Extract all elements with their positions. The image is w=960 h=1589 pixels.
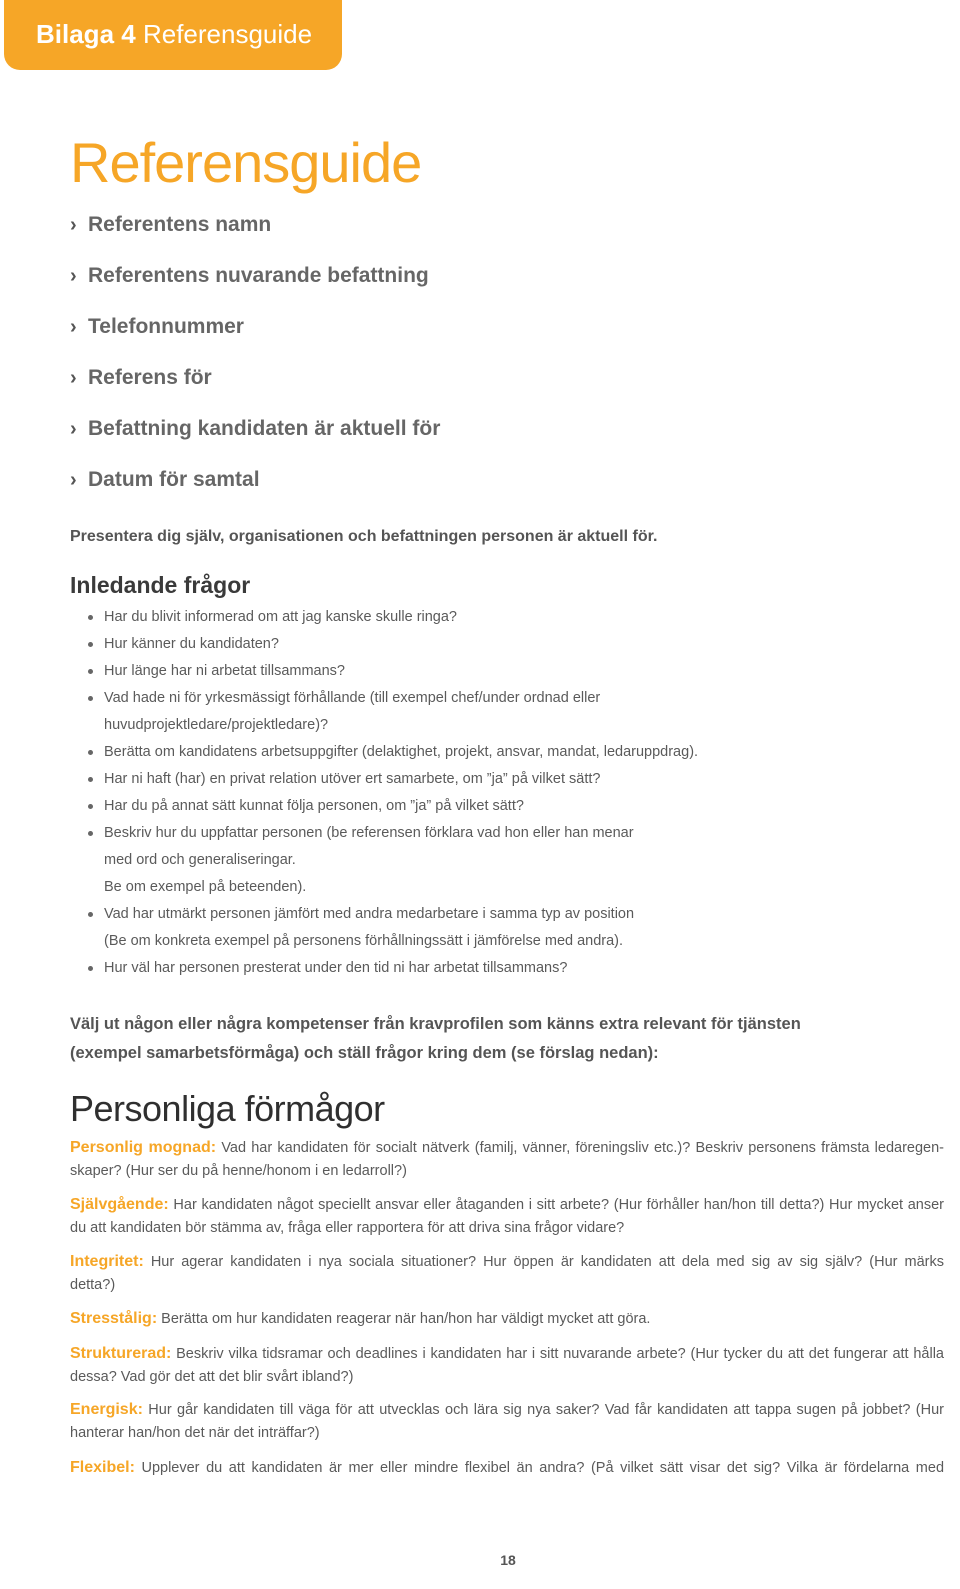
question-item (88, 631, 728, 658)
question-text-continued: huvudprojektledare/projektledare)? (104, 717, 329, 733)
chevron-right-icon: › (70, 265, 77, 287)
section-heading-inledande: Inledande frågor (70, 572, 251, 598)
question-text: Har ni haft (har) en privat relation utöver ert samarbete, om ”ja” på vilket sätt? (104, 771, 601, 787)
chevron-right-icon: › (70, 214, 77, 236)
bullet-icon (88, 696, 93, 701)
trait-label: Energisk: (70, 1401, 143, 1418)
section-heading-personliga: Personliga förmågor (70, 1088, 385, 1129)
question-item (88, 604, 728, 631)
question-item (88, 955, 728, 982)
field-label: Referentens namn (88, 213, 272, 236)
competence-instruction (70, 1010, 930, 1068)
trait-text: Berätta om hur kandidaten reagerar när han/hon har väldigt mycket att göra. (161, 1311, 651, 1327)
intro-instruction: Presentera dig själv, organisationen och befattningen personen är aktuell för. (70, 528, 658, 545)
trait-text-continued: dessa? Vad gör det att det blir svårt ibland?) (70, 1369, 354, 1385)
trait-line (70, 1250, 944, 1274)
trait-strukturerad (70, 1342, 944, 1389)
trait-text-continued: detta?) (70, 1277, 116, 1293)
bullet-icon (88, 642, 93, 647)
field-item (70, 310, 440, 361)
question-item (88, 820, 728, 901)
page-title: Referensguide (70, 131, 422, 194)
question-item (88, 658, 728, 685)
reference-fields-list (70, 208, 440, 514)
trait-text: Hur går kandidaten till väga för att utvecklas och lära sig nya saker? Vad får kandidaten att tappa sugen på jobbet? (Hur (148, 1402, 944, 1418)
field-label: Befattning kandidaten är aktuell för (88, 417, 441, 440)
bullet-icon (88, 831, 93, 836)
trait-line (70, 1307, 944, 1331)
question-text: Berätta om kandidatens arbetsuppgifter (delaktighet, projekt, ansvar, mandat, ledaruppdrag). (104, 744, 699, 760)
question-item (88, 793, 728, 820)
trait-text: Har kandidaten något speciellt ansvar eller åtaganden i sitt arbete? (Hur förhåller han/hon till detta?) Hur mycket anser (173, 1197, 945, 1213)
trait-energisk (70, 1398, 944, 1445)
trait-line (70, 1342, 944, 1366)
question-text: Hur länge har ni arbetat tillsammans? (104, 663, 345, 679)
field-item (70, 361, 440, 412)
question-item (88, 739, 728, 766)
field-label: Datum för samtal (88, 468, 260, 491)
chevron-right-icon: › (70, 367, 77, 389)
trait-text-continued: hanterar han/hon det när det inträffar?) (70, 1425, 320, 1441)
appendix-title: Referensguide (142, 19, 313, 49)
appendix-tab (4, 0, 342, 70)
bullet-icon (88, 669, 93, 674)
chevron-right-icon: › (70, 316, 77, 338)
bullet-icon (88, 615, 93, 620)
trait-flexibel (70, 1456, 944, 1480)
question-item (88, 685, 728, 739)
appendix-tab-label (36, 19, 312, 50)
bullet-icon (88, 966, 93, 971)
question-text-continued: (Be om konkreta exempel på personens förhållningssätt i jämförelse med andra). (104, 933, 624, 949)
competence-instruction-line: (exempel samarbetsförmåga) och ställ frågor kring dem (se förslag nedan): (70, 1044, 659, 1062)
question-text: Har du på annat sätt kunnat följa personen, om ”ja” på vilket sätt? (104, 798, 524, 814)
field-item (70, 208, 440, 259)
bullet-icon (88, 750, 93, 755)
question-item (88, 901, 728, 955)
bullet-icon (88, 912, 93, 917)
question-text: Vad har utmärkt personen jämfört med andra medarbetare i samma typ av position (104, 906, 635, 922)
trait-label: Strukturerad: (70, 1345, 172, 1362)
competence-instruction-line: Välj ut någon eller några kompetenser från kravprofilen som känns extra relevant för tjänsten (70, 1015, 801, 1033)
question-item (88, 766, 728, 793)
field-item (70, 412, 440, 463)
question-text: Hur känner du kandidaten? (104, 636, 279, 652)
trait-stresstalig (70, 1307, 944, 1331)
trait-label: Personlig mognad: (70, 1139, 217, 1156)
trait-label: Stresstålig: (70, 1310, 158, 1327)
trait-text-continued: skaper? (Hur ser du på henne/honom i en ledarroll?) (70, 1163, 407, 1179)
chevron-right-icon: › (70, 469, 77, 491)
trait-line (70, 1398, 944, 1422)
question-text: Vad hade ni för yrkesmässigt förhållande (till exempel chef/under ordnad eller (104, 690, 601, 706)
field-item (70, 463, 440, 514)
trait-line (70, 1456, 944, 1480)
trait-label: Integritet: (70, 1253, 144, 1270)
trait-line (70, 1136, 944, 1160)
trait-integritet (70, 1250, 944, 1297)
question-text: Beskriv hur du uppfattar personen (be referensen förklara vad hon eller han menar (104, 825, 634, 841)
inledande-questions-list (88, 604, 728, 982)
trait-personlig-mognad (70, 1136, 944, 1183)
question-text: Har du blivit informerad om att jag kanske skulle ringa? (104, 609, 457, 625)
trait-text: Upplever du att kandidaten är mer eller mindre flexibel än andra? (På vilket sätt visar det sig? Vilka är fördelarna med (141, 1460, 945, 1476)
bullet-icon (88, 804, 93, 809)
trait-sjalvgaende (70, 1193, 944, 1240)
appendix-number: Bilaga 4 (36, 19, 136, 49)
trait-label: Självgående: (70, 1196, 169, 1213)
trait-text-continued: du att kandidaten bör stämma av, fråga eller rapportera för att driva sina frågor vidare? (70, 1220, 625, 1236)
page-number: 18 (500, 1552, 516, 1568)
trait-label: Flexibel: (70, 1459, 135, 1476)
trait-text: Vad har kandidaten för socialt nätverk (familj, vänner, föreningsliv etc.)? Beskriv personens främsta ledaregen- (221, 1140, 945, 1156)
question-text-continued: Be om exempel på beteenden). (104, 879, 307, 895)
field-label: Referentens nuvarande befattning (88, 264, 429, 287)
bullet-icon (88, 777, 93, 782)
trait-text: Beskriv vilka tidsramar och deadlines i kandidaten har i sitt nuvarande arbete? (Hur tycker du att det fungerar att hålla (176, 1346, 944, 1362)
chevron-right-icon: › (70, 418, 77, 440)
question-text: Hur väl har personen presterat under den tid ni har arbetat tillsammans? (104, 960, 568, 976)
field-label: Referens för (88, 366, 212, 389)
trait-line (70, 1193, 944, 1217)
question-text-continued: med ord och generaliseringar. (104, 852, 296, 868)
field-item (70, 259, 440, 310)
field-label: Telefonnummer (88, 315, 244, 338)
trait-text: Hur agerar kandidaten i nya sociala situationer? Hur öppen är kandidaten att dela med sig av sig själv? (Hur märks (150, 1254, 944, 1270)
